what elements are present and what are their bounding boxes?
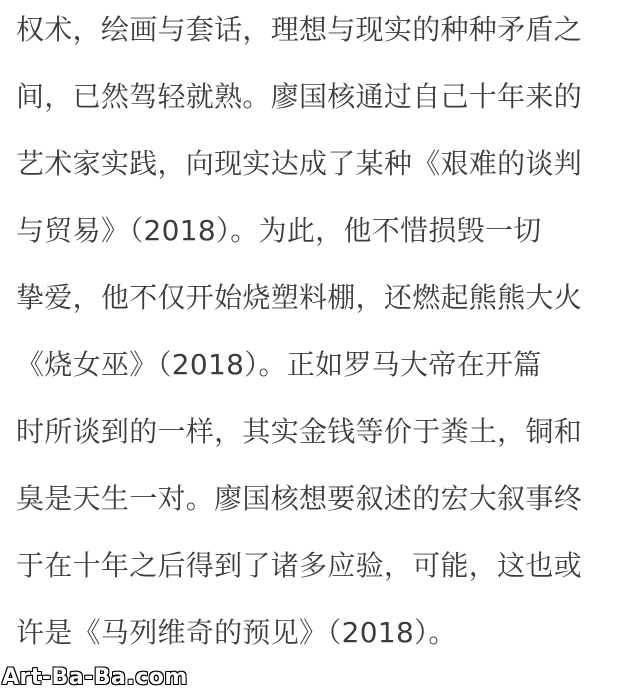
paragraph-line-6: 《烧女巫》（2018）。正如罗马大帝在开篇 [16, 348, 542, 381]
paragraph-line-4: 与贸易》（2018）。为此，他不惜损毁一切 [16, 214, 542, 247]
paragraph-line-3: 艺术家实践，向现实达成了某种《艰难的谈判 [16, 147, 583, 180]
paragraph-line-2: 间，已然驾轻就熟。廖国核通过自己十年来的 [16, 80, 583, 113]
paragraph-line-1: 权术，绘画与套话，理想与现实的种种矛盾之 [16, 13, 583, 46]
paragraph-line-5: 挚爱，他不仅开始烧塑料棚，还燃起熊熊大火 [16, 281, 583, 314]
paragraph-line-7: 时所谈到的一样，其实金钱等价于粪土，铜和 [16, 415, 583, 448]
paragraph-line-8: 臭是天生一对。廖国核想要叙述的宏大叙事终 [16, 482, 583, 515]
site-watermark: Art-Ba-Ba.com [2, 665, 188, 690]
paragraph-line-10: 许是《马列维奇的预见》（2018）。 [16, 616, 457, 649]
paragraph-line-9: 于在十年之后得到了诸多应验，可能，这也或 [16, 549, 583, 582]
